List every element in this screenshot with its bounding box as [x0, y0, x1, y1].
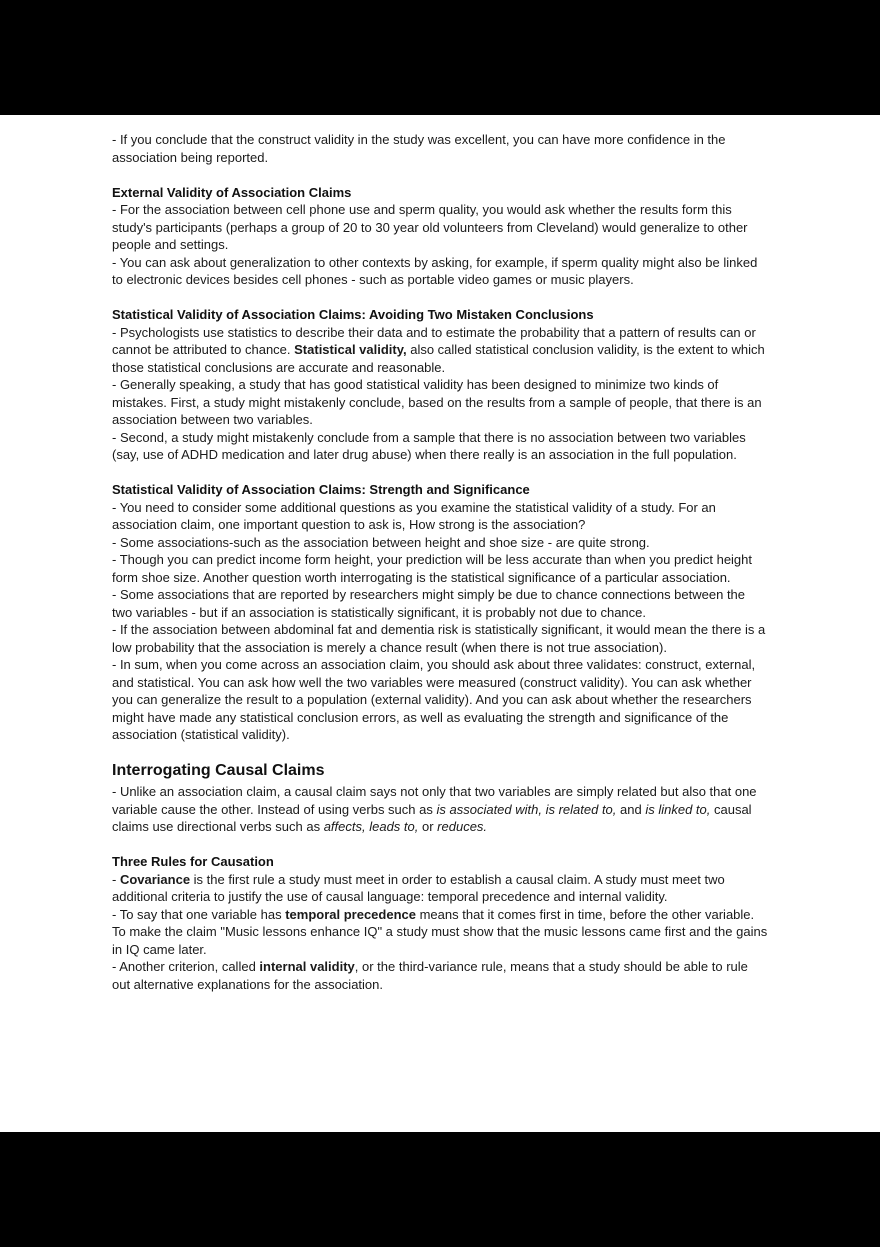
- section-heading: External Validity of Association Claims: [112, 184, 352, 200]
- section: [112, 761, 768, 836]
- bold-text: Statistical validity,: [294, 342, 407, 357]
- paragraph: - For the association between cell phone use and sperm quality, you would ask whether the results form this study's participants (perhaps a group of 20 to 30 year old volunteers from Cleveland) would generalize to other people and settings.: [112, 202, 748, 252]
- section: [112, 306, 768, 464]
- section-heading: Statistical Validity of Association Claims: Strength and Significance: [112, 482, 530, 497]
- section-heading: Three Rules for Causation: [112, 854, 274, 869]
- paragraph: - Unlike an association claim, a causal claim says not only that two variables are simply related but also that one variable cause the other. Instead of using verbs such as is associated with, is related to, and is linked to, causal claims use directional verbs such as affects, leads to, or reduces.: [112, 784, 757, 834]
- paragraph: - Second, a study might mistakenly conclude from a sample that there is no association between two variables (say, use of ADHD medication and later drug abuse) when there really is an association in the full population.: [112, 429, 746, 462]
- document-page: [0, 115, 880, 1132]
- paragraph: - Another criterion, called internal validity, or the third-variance rule, means that a study should be able to rule out alternative explanations for the association.: [112, 959, 748, 992]
- section-heading: Interrogating Causal Claims: [112, 762, 325, 779]
- paragraph: - You need to consider some additional questions as you examine the statistical validity of a study. For an association claim, one important question to ask is, How strong is the association?: [112, 499, 716, 532]
- paragraph: - In sum, when you come across an association claim, you should ask about three validates: construct, external, and statistical. You can ask how well the two variables were measured (construct validity). You can ask whether you can generalize the result to a population (external validity). And you can ask about whether the researchers might have made any statistical conclusion errors, as well as evaluating the strength and significance of the association (statistical validity).: [112, 657, 756, 742]
- paragraph: - Generally speaking, a study that has good statistical validity has been designed to minimize two kinds of mistakes. First, a study might mistakenly conclude, based on the results from a sample of people, that there is an association between two variables.: [112, 377, 762, 427]
- paragraph: - Though you can predict income form height, your prediction will be less accurate than when you predict height form shoe size. Another question worth interrogating is the statistical significance of a particular association.: [112, 552, 753, 585]
- bold-text: Covariance: [119, 871, 191, 887]
- section: [112, 481, 768, 744]
- section: [112, 184, 768, 289]
- italic-text: is associated with, is related to,: [436, 801, 617, 817]
- paragraph: - Psychologists use statistics to describe their data and to estimate the probability that a pattern of results can or cannot be attributed to chance. Statistical validity, also called statistical conclusion validity, is the extent to which those statistical conclusions are accurate and reasonable.: [112, 324, 765, 375]
- paragraph: - If you conclude that the construct validity in the study was excellent, you can have more confidence in the association being reported.: [112, 132, 726, 165]
- document-content: [0, 115, 880, 993]
- paragraph: - You can ask about generalization to other contexts by asking, for example, if sperm quality might also be linked to electronic devices besides cell phones - such as portable video games or music players.: [112, 254, 758, 287]
- paragraph: - Some associations that are reported by researchers might simply be due to chance connections between the two variables - but if an association is statistically significant, it is probably not due to chance.: [112, 587, 746, 620]
- section: [112, 853, 768, 993]
- italic-text: reduces.: [437, 819, 488, 834]
- paragraph: - If the association between abdominal fat and dementia risk is statistically significant, it would mean the there is a low probability that the association is merely a chance result (when there is not true association).: [112, 622, 766, 655]
- italic-text: is linked to,: [645, 801, 711, 817]
- italic-text: affects, leads to,: [323, 819, 419, 834]
- paragraph: - Covariance is the first rule a study must meet in order to establish a causal claim. A study must meet two additional criteria to justify the use of causal language: temporal precedence and internal validity.: [112, 871, 725, 904]
- bold-text: internal validity: [259, 959, 355, 974]
- bold-text: temporal precedence: [285, 906, 416, 922]
- paragraph: - To say that one variable has temporal precedence means that it comes first in time, before the other variable. To make the claim "Music lessons enhance IQ" a study must show that the music lessons came first and the gains in IQ came later.: [112, 906, 768, 957]
- paragraph: - Some associations-such as the association between height and shoe size - are quite strong.: [112, 534, 650, 550]
- section: [112, 131, 768, 166]
- section-heading: Statistical Validity of Association Claims: Avoiding Two Mistaken Conclusions: [112, 307, 594, 322]
